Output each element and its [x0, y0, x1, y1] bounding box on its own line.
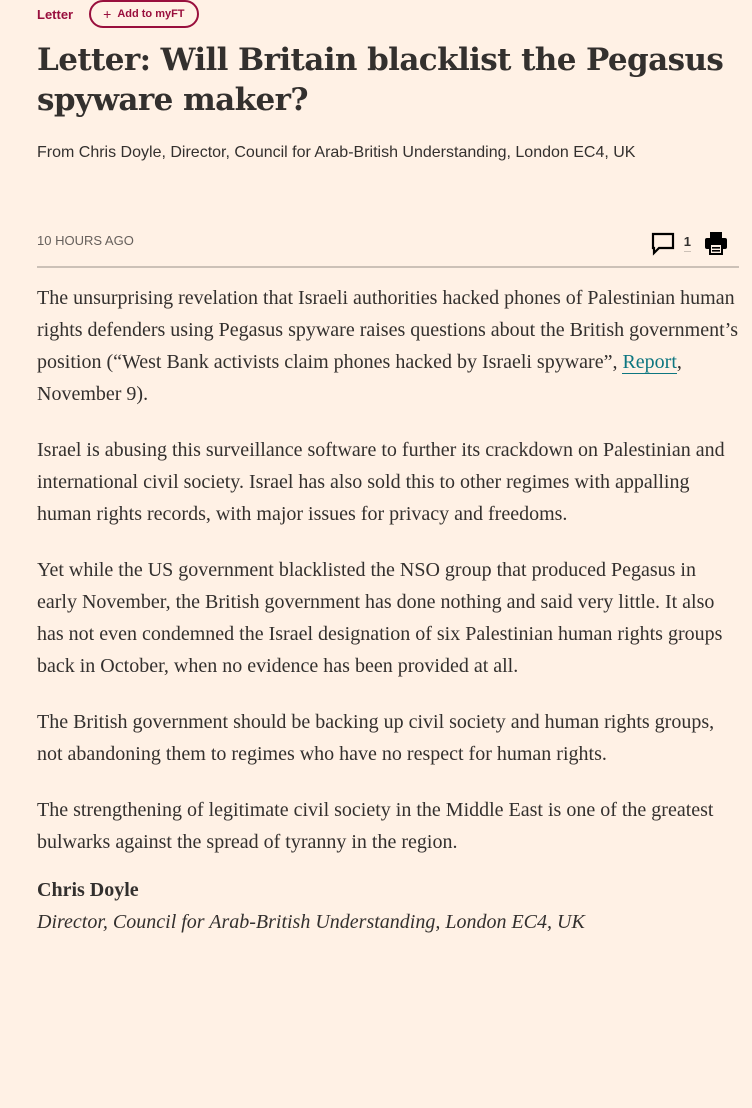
add-to-myft-button[interactable] [89, 0, 198, 28]
printer-icon[interactable] [703, 230, 729, 256]
signature-name: Chris Doyle [37, 879, 139, 901]
article-paragraph-5: The strengthening of legitimate civil society in the Middle East is one of the greatest bulwarks against the spread of tyranny in the region. [37, 799, 714, 853]
article-paragraph-1 [37, 282, 739, 410]
comment-count[interactable]: 1 [684, 234, 691, 252]
publish-timestamp: 10 HOURS AGO [37, 233, 134, 248]
speech-bubble-icon[interactable] [650, 230, 676, 256]
article-paragraph-2: Israel is abusing this surveillance software to further its crackdown on Palestinian and international civil society. Israel has also sold this to other regimes with appalling human rights records, with major issues for privacy and freedoms. [37, 439, 725, 525]
article-meta-row [37, 230, 739, 268]
plus-icon: + [103, 6, 112, 22]
paragraph-text: The unsurprising revelation that Israeli authorities hacked phones of Palestinian human rights defenders using Pegasus spyware raises questions about the British government’s position (“West Bank activists claim phones hacked by Israeli spyware”, [37, 287, 738, 373]
article-paragraph-4: The British government should be backing up civil society and human rights groups, not abandoning them to regimes who have no respect for human rights. [37, 711, 715, 765]
article-tools [650, 230, 729, 256]
article-page [37, 0, 739, 938]
letter-signature [37, 874, 739, 938]
section-link[interactable]: Letter [37, 6, 74, 22]
article-headline: Letter: Will Britain blacklist the Pegasus spyware maker? [37, 42, 724, 118]
report-link[interactable]: Report [622, 351, 677, 373]
article-topline [37, 0, 739, 29]
article-standfirst: From Chris Doyle, Director, Council for Arab-British Understanding, London EC4, UK [37, 144, 636, 161]
add-to-myft-label: Add to myFT [117, 8, 185, 20]
article-paragraph-3: Yet while the US government blacklisted the NSO group that produced Pegasus in early November, the British government has done nothing and said very little. It also has not even condemned the Israel designation of six Palestinian human rights groups back in October, when no evidence has been provided at all. [37, 559, 723, 677]
paragraph-text: , November 9). [37, 351, 682, 405]
article-body [37, 282, 739, 938]
signature-role: Director, Council for Arab-British Understanding, London EC4, UK [37, 911, 585, 933]
